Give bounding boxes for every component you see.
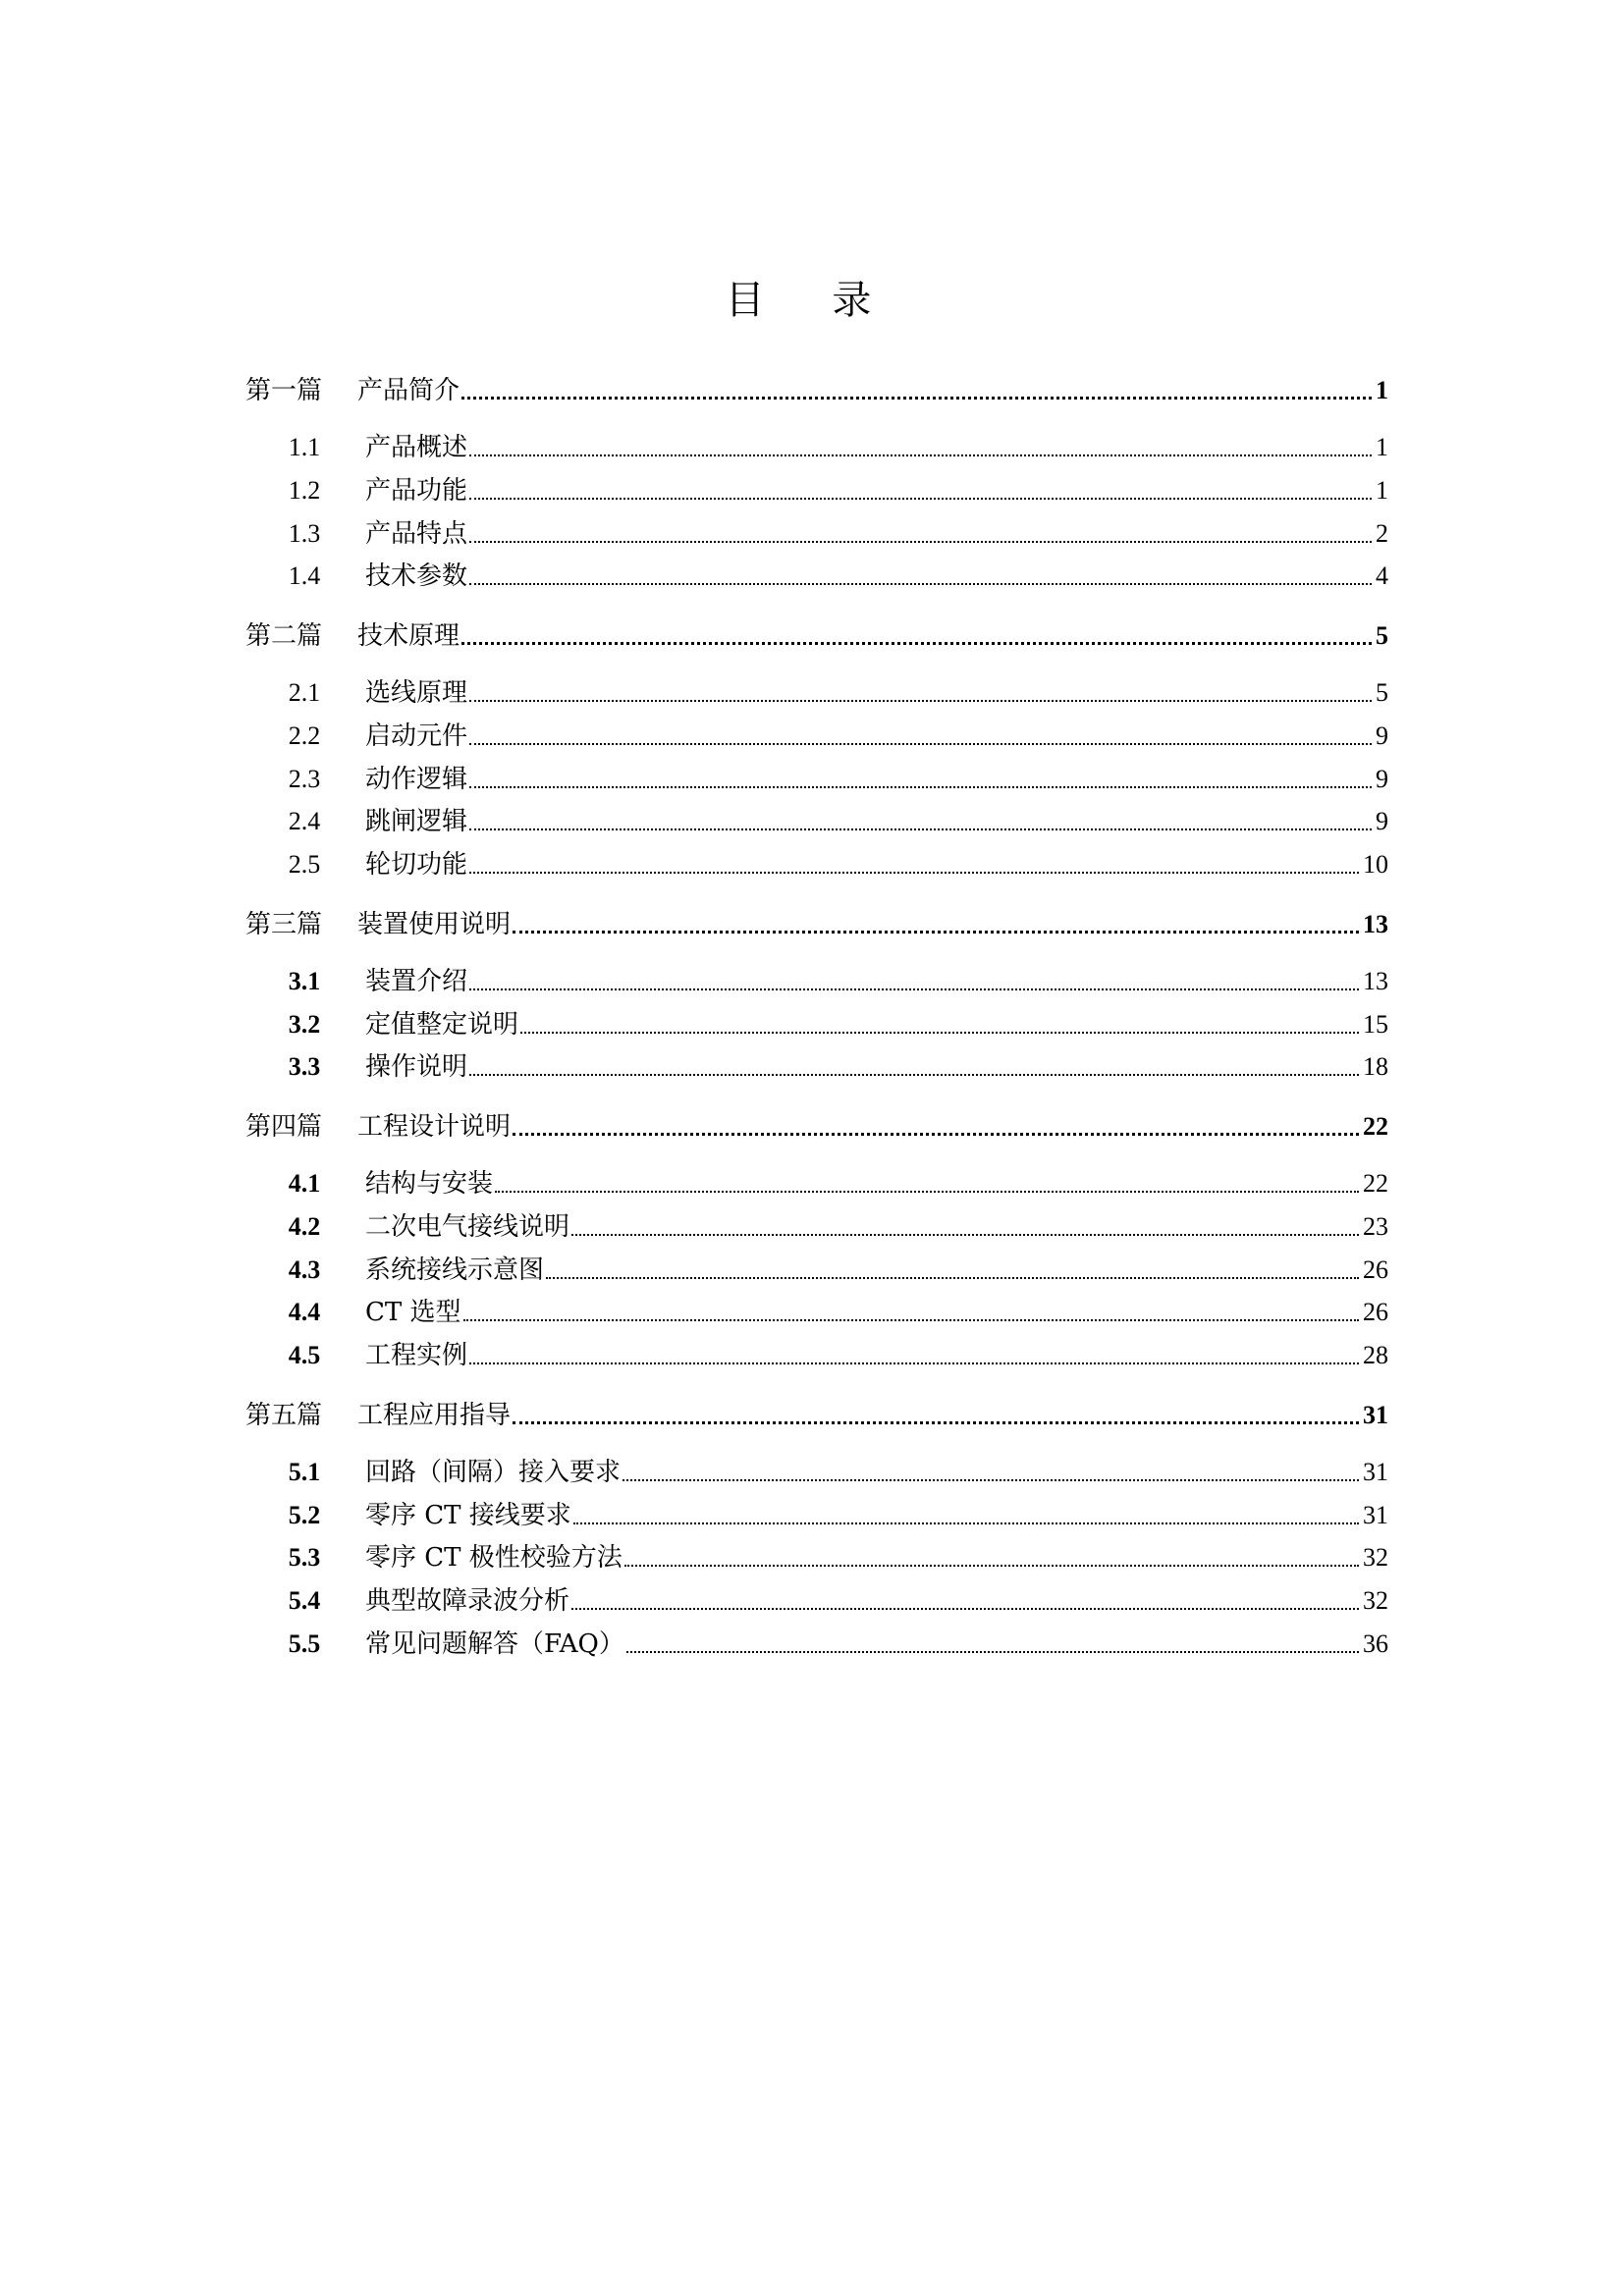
toc-entry-number: 1.2 xyxy=(288,476,321,505)
toc-dot-leader xyxy=(571,1233,1359,1236)
toc-entry-page-number: 1 xyxy=(1376,433,1388,461)
toc-section-entry[interactable] xyxy=(245,553,1388,592)
toc-dot-leader xyxy=(626,1650,1359,1653)
toc-dot-leader xyxy=(469,699,1372,702)
toc-section-entry[interactable] xyxy=(245,510,1388,550)
toc-entry-page-number: 31 xyxy=(1363,1501,1388,1529)
toc-entry-number: 5.1 xyxy=(288,1458,321,1486)
toc-entry-title: 零序 CT 极性校验方法 xyxy=(365,1543,623,1573)
toc-entry-number: 1.4 xyxy=(288,561,321,590)
toc-entry-page-number: 15 xyxy=(1363,1010,1388,1039)
toc-entry-page-number: 9 xyxy=(1376,721,1388,750)
toc-entry-page-number: 9 xyxy=(1376,807,1388,835)
toc-entry-number: 2.1 xyxy=(288,678,321,707)
toc-section-entry[interactable] xyxy=(245,1001,1388,1041)
toc-entry-page-number: 28 xyxy=(1363,1341,1388,1369)
toc-entry-title: 工程应用指导 xyxy=(357,1401,512,1430)
toc-dot-leader xyxy=(463,1318,1359,1321)
toc-dot-leader xyxy=(469,1073,1359,1076)
toc-dot-leader xyxy=(513,1132,1359,1136)
toc-dot-leader xyxy=(469,785,1372,788)
toc-entry-page-number: 36 xyxy=(1363,1629,1388,1658)
toc-dot-leader xyxy=(461,641,1372,645)
toc-dot-leader xyxy=(520,1031,1359,1034)
toc-section-entry[interactable] xyxy=(245,1289,1388,1328)
toc-entry-title: 定值整定说明 xyxy=(365,1010,519,1040)
toc-section-entry[interactable] xyxy=(245,1534,1388,1574)
toc-dot-leader xyxy=(461,396,1372,400)
toc-entry-number: 第二篇 xyxy=(245,621,323,651)
toc-part-entry[interactable] xyxy=(245,613,1388,652)
toc-section-entry[interactable] xyxy=(245,1160,1388,1200)
toc-entry-title: 启动元件 xyxy=(365,721,468,751)
toc-title: 目 录 xyxy=(725,278,899,323)
toc-section-entry[interactable] xyxy=(245,1043,1388,1083)
toc-entry-title: 系统接线示意图 xyxy=(365,1255,545,1285)
toc-entry-title: 常见问题解答（FAQ） xyxy=(365,1629,624,1659)
toc-entry-number: 2.3 xyxy=(288,765,321,793)
toc-entry-page-number: 26 xyxy=(1363,1298,1388,1326)
toc-entry-title: 结构与安装 xyxy=(365,1169,494,1199)
toc-section-entry[interactable] xyxy=(245,1332,1388,1371)
toc-dot-leader xyxy=(469,742,1372,745)
toc-dot-leader xyxy=(513,930,1359,934)
toc-entry-number: 3.1 xyxy=(288,967,321,995)
toc-entry-page-number: 10 xyxy=(1363,850,1388,879)
toc-dot-leader xyxy=(546,1276,1359,1279)
toc-entry-title: CT 选型 xyxy=(365,1298,461,1327)
toc-dot-leader xyxy=(469,582,1372,585)
toc-part-entry[interactable] xyxy=(245,901,1388,940)
toc-section-entry[interactable] xyxy=(245,798,1388,837)
toc-section-entry[interactable] xyxy=(245,756,1388,795)
toc-entry-page-number: 5 xyxy=(1376,678,1388,707)
toc-entry-title: 零序 CT 接线要求 xyxy=(365,1501,571,1530)
toc-dot-leader xyxy=(469,988,1359,990)
toc-section-entry[interactable] xyxy=(245,1621,1388,1660)
toc-dot-leader xyxy=(571,1607,1359,1610)
toc-dot-leader xyxy=(573,1522,1359,1524)
toc-entry-title: 跳闸逻辑 xyxy=(365,807,468,836)
toc-dot-leader xyxy=(513,1420,1359,1424)
toc-dot-leader xyxy=(623,1478,1359,1481)
toc-entry-page-number: 5 xyxy=(1376,621,1388,650)
toc-entry-title: 轮切功能 xyxy=(365,850,468,880)
toc-section-entry[interactable] xyxy=(245,1492,1388,1531)
toc-entry-number: 5.2 xyxy=(288,1501,321,1529)
toc-entry-page-number: 26 xyxy=(1363,1255,1388,1284)
toc-part-entry[interactable] xyxy=(245,367,1388,406)
toc-dot-leader xyxy=(469,871,1359,874)
toc-entry-number: 5.3 xyxy=(288,1543,321,1572)
toc-entry-title: 装置介绍 xyxy=(365,967,468,996)
toc-entry-title: 装置使用说明 xyxy=(357,910,512,939)
toc-entry-page-number: 22 xyxy=(1363,1169,1388,1198)
toc-entry-title: 回路（间隔）接入要求 xyxy=(365,1458,622,1487)
toc-entry-number: 1.3 xyxy=(288,519,321,548)
toc-section-entry[interactable] xyxy=(245,1203,1388,1243)
toc-entry-page-number: 9 xyxy=(1376,765,1388,793)
toc-part-entry[interactable] xyxy=(245,1103,1388,1143)
toc-dot-leader xyxy=(495,1190,1359,1193)
toc-entry-number: 1.1 xyxy=(288,433,321,461)
toc-entry-number: 5.4 xyxy=(288,1586,321,1615)
toc-section-entry[interactable] xyxy=(245,1449,1388,1488)
toc-dot-leader xyxy=(469,828,1372,830)
toc-entry-number: 第三篇 xyxy=(245,910,323,939)
toc-entry-page-number: 31 xyxy=(1363,1458,1388,1486)
toc-part-entry[interactable] xyxy=(245,1392,1388,1431)
toc-dot-leader xyxy=(469,454,1372,456)
toc-entry-number: 第一篇 xyxy=(245,376,323,405)
toc-entry-title: 技术原理 xyxy=(357,621,460,651)
toc-entry-title: 二次电气接线说明 xyxy=(365,1212,570,1242)
toc-entry-title: 工程实例 xyxy=(365,1341,468,1370)
toc-entry-number: 4.2 xyxy=(288,1212,321,1241)
toc-entry-title: 动作逻辑 xyxy=(365,765,468,794)
toc-section-entry[interactable] xyxy=(245,424,1388,463)
toc-entry-title: 产品简介 xyxy=(357,376,460,405)
toc-dot-leader xyxy=(469,497,1372,500)
toc-entry-page-number: 1 xyxy=(1376,476,1388,505)
toc-entry-page-number: 32 xyxy=(1363,1586,1388,1615)
toc-entry-page-number: 4 xyxy=(1376,561,1388,590)
toc-dot-leader xyxy=(469,1362,1359,1364)
toc-entry-number: 4.4 xyxy=(288,1298,321,1326)
toc-entry-page-number: 13 xyxy=(1363,967,1388,995)
toc-dot-leader xyxy=(624,1564,1359,1567)
toc-section-entry[interactable] xyxy=(245,841,1388,881)
toc-entry-page-number: 23 xyxy=(1363,1212,1388,1241)
toc-entry-number: 4.5 xyxy=(288,1341,321,1369)
toc-entry-title: 技术参数 xyxy=(365,561,468,591)
toc-entry-number: 2.4 xyxy=(288,807,321,835)
toc-entry-page-number: 2 xyxy=(1376,519,1388,548)
toc-entry-title: 选线原理 xyxy=(365,678,468,708)
toc-entry-title: 产品特点 xyxy=(365,519,468,549)
toc-section-entry[interactable] xyxy=(245,1247,1388,1286)
toc-entry-number: 3.3 xyxy=(288,1052,321,1081)
toc-entry-number: 第四篇 xyxy=(245,1112,323,1142)
toc-dot-leader xyxy=(469,540,1372,543)
toc-entry-title: 产品功能 xyxy=(365,476,468,506)
toc-entry-number: 3.2 xyxy=(288,1010,321,1039)
toc-entry-title: 典型故障录波分析 xyxy=(365,1586,570,1616)
toc-entry-title: 操作说明 xyxy=(365,1052,468,1082)
toc-entry-number: 4.3 xyxy=(288,1255,321,1284)
toc-entry-number: 4.1 xyxy=(288,1169,321,1198)
toc-section-entry[interactable] xyxy=(245,1577,1388,1617)
toc-section-entry[interactable] xyxy=(245,467,1388,507)
toc-section-entry[interactable] xyxy=(245,958,1388,997)
toc-entry-title: 工程设计说明 xyxy=(357,1112,512,1142)
toc-section-entry[interactable] xyxy=(245,713,1388,752)
toc-entry-page-number: 13 xyxy=(1363,910,1388,938)
toc-entry-number: 5.5 xyxy=(288,1629,321,1658)
toc-entry-page-number: 32 xyxy=(1363,1543,1388,1572)
toc-entry-title: 产品概述 xyxy=(365,433,468,462)
toc-entry-page-number: 31 xyxy=(1363,1401,1388,1429)
toc-entry-page-number: 22 xyxy=(1363,1112,1388,1141)
toc-entry-number: 2.2 xyxy=(288,721,321,750)
toc-entry-page-number: 18 xyxy=(1363,1052,1388,1081)
toc-entry-number: 2.5 xyxy=(288,850,321,879)
toc-entry-number: 第五篇 xyxy=(245,1401,323,1430)
toc-section-entry[interactable] xyxy=(245,669,1388,709)
toc-entry-page-number: 1 xyxy=(1376,376,1388,404)
